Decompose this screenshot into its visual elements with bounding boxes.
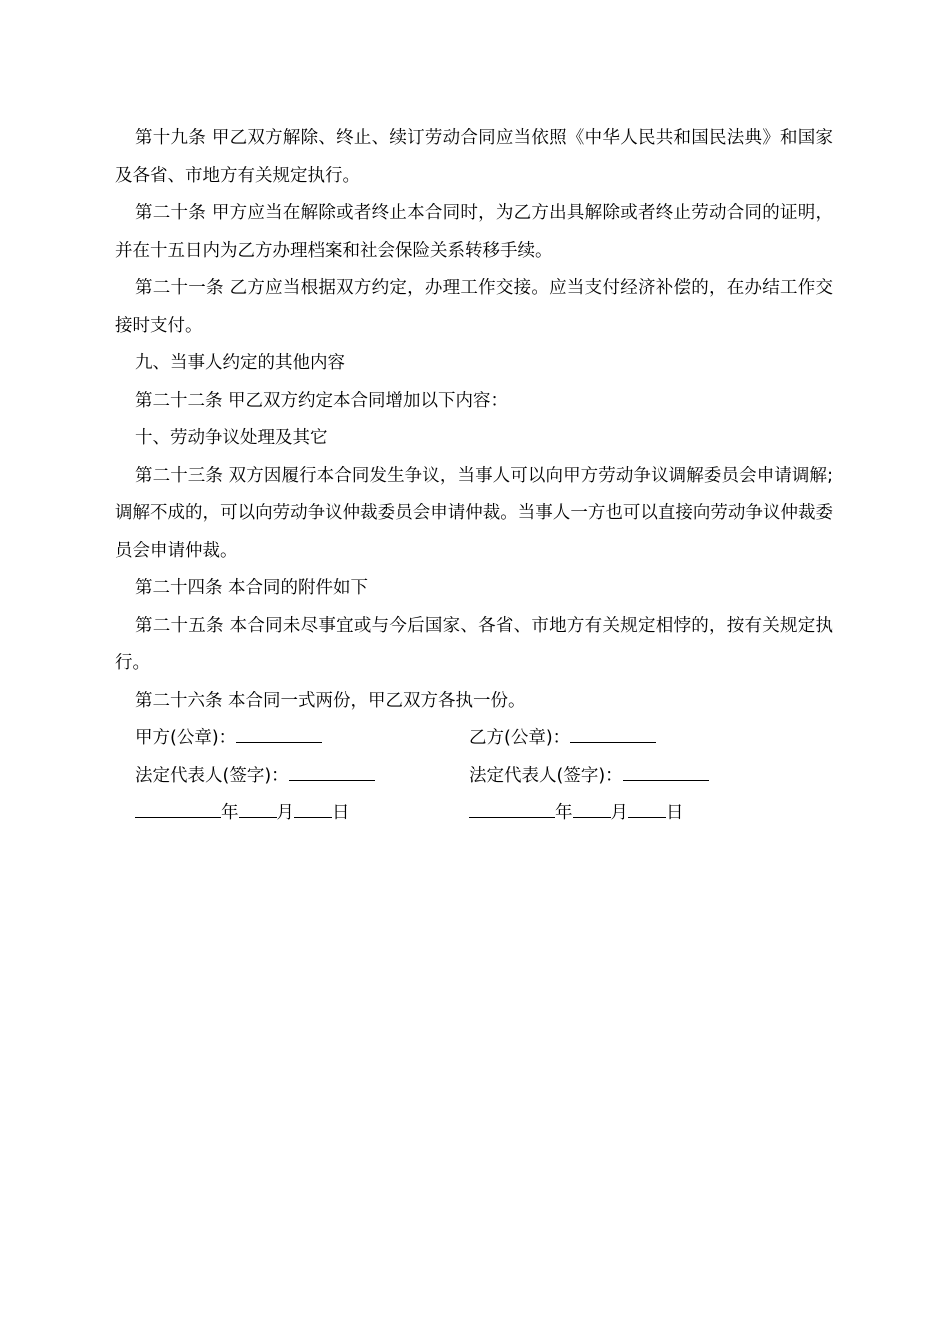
- party-a-month-label: 月: [276, 803, 294, 823]
- party-a-rep-label: 法定代表人(签字)：: [135, 765, 289, 786]
- party-b-date: [469, 795, 833, 833]
- party-b-representative: [469, 758, 833, 796]
- date-row: [115, 795, 833, 833]
- party-b-day-label: 日: [666, 803, 684, 823]
- party-a-seal-label: 甲方(公章)：: [135, 728, 237, 748]
- party-a-seal-blank: [236, 726, 322, 743]
- article-21: 第二十一条 乙方应当根据双方约定，办理工作交接。应当支付经济补偿的，在办结工作交接时支付。: [115, 278, 833, 336]
- party-a-rep-blank: [289, 764, 375, 781]
- article-25: 第二十五条 本合同未尽事宜或与今后国家、各省、市地方有关规定相悖的，按有关规定执行。: [115, 615, 833, 673]
- party-a-year-label: 年: [221, 803, 239, 823]
- party-b-rep-label: 法定代表人(签字)：: [469, 765, 623, 786]
- seal-row: [115, 720, 833, 758]
- party-b-rep-blank: [623, 764, 709, 781]
- party-b-month-label: 月: [610, 803, 628, 823]
- article-23: 第二十三条 双方因履行本合同发生争议，当事人可以向甲方劳动争议调解委员会申请调解;调解不成的，可以向劳动争议仲裁委员会申请仲裁。当事人一方也可以直接向劳动争议仲裁委员会申请仲裁。: [115, 465, 833, 561]
- section-9-heading: 九、当事人约定的其他内容: [135, 353, 345, 373]
- party-a-month-blank: [239, 801, 277, 818]
- party-b-year-blank: [469, 801, 555, 818]
- party-a-day-label: 日: [332, 803, 350, 823]
- party-b-seal-label: 乙方(公章)：: [469, 728, 571, 748]
- document-body: [115, 120, 833, 833]
- article-24: 第二十四条 本合同的附件如下: [135, 578, 369, 598]
- party-b-year-label: 年: [555, 803, 573, 823]
- article-26: 第二十六条 本合同一式两份，甲乙双方各执一份。: [135, 690, 526, 711]
- party-b-seal-blank: [570, 726, 656, 743]
- party-a-date: [115, 795, 469, 833]
- party-a-seal: [115, 720, 469, 758]
- party-a-day-blank: [294, 801, 332, 818]
- party-b-day-blank: [628, 801, 666, 818]
- article-19: 第十九条 甲乙双方解除、终止、续订劳动合同应当依照《中华人民共和国民法典》和国家及各省、市地方有关规定执行。: [115, 128, 833, 186]
- article-20: 第二十条 甲方应当在解除或者终止本合同时，为乙方出具解除或者终止劳动合同的证明，并在十五日内为乙方办理档案和社会保险关系转移手续。: [115, 203, 833, 261]
- section-10-heading: 十、劳动争议处理及其它: [135, 428, 328, 448]
- party-a-representative: [115, 758, 469, 796]
- party-a-year-blank: [135, 801, 221, 818]
- article-22: 第二十二条 甲乙双方约定本合同增加以下内容：: [135, 390, 509, 411]
- party-b-seal: [469, 720, 833, 758]
- party-b-month-blank: [573, 801, 611, 818]
- representative-row: [115, 758, 833, 796]
